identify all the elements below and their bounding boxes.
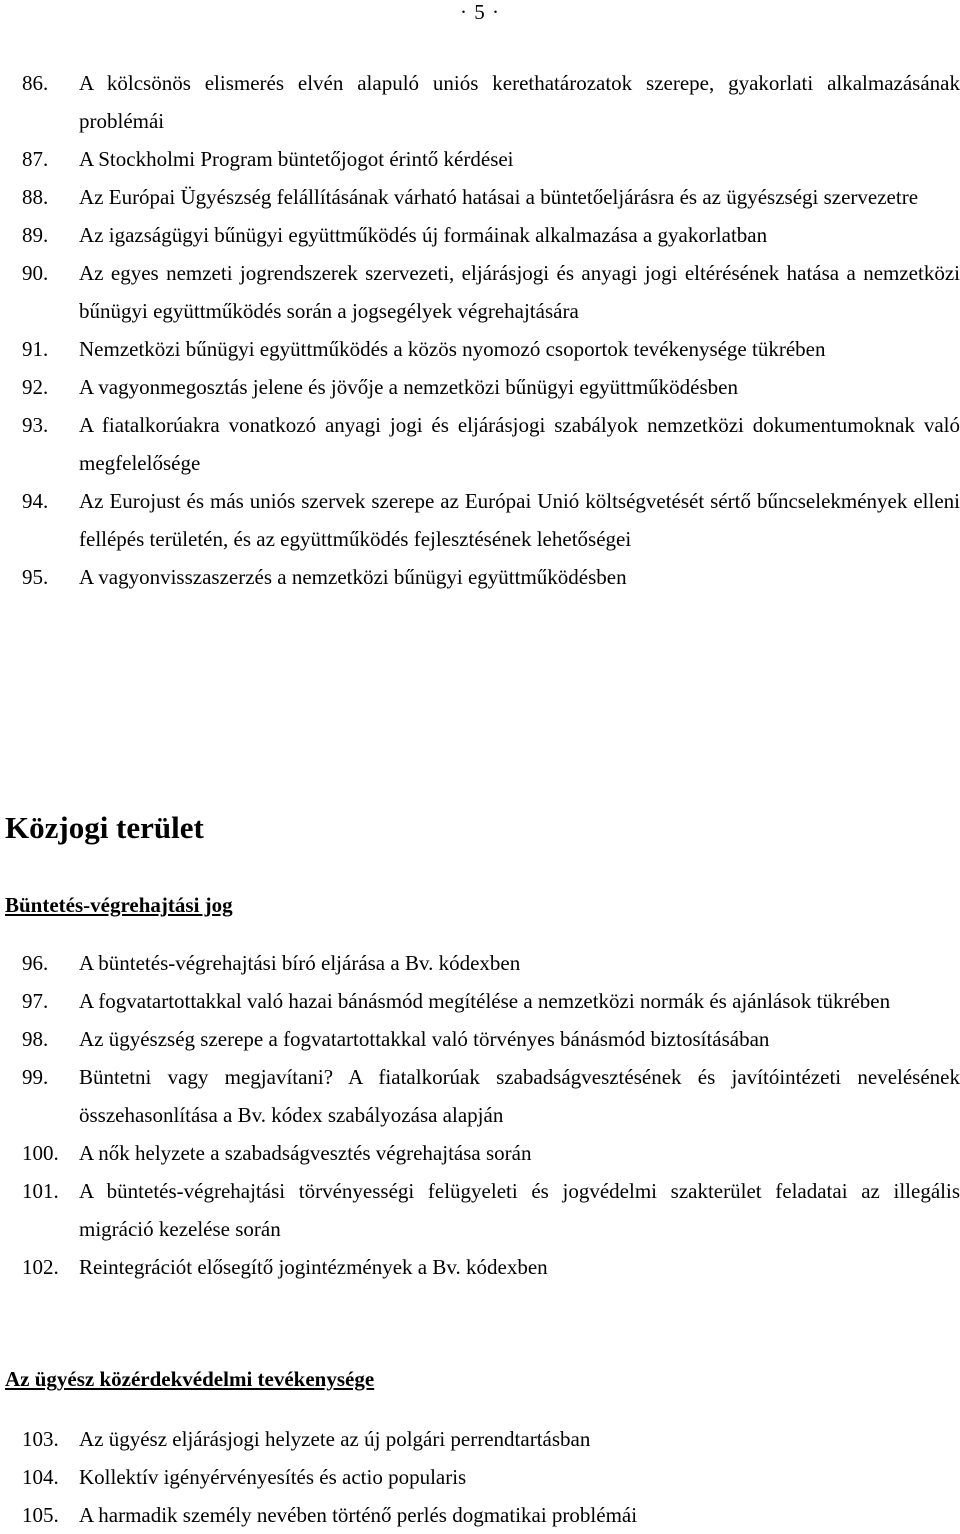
item-text: A kölcsönös elismerés elvén alapuló uniós kerethatározatok szerepe, gyakorlati alkalmazásának problémái [79, 71, 960, 133]
item-text: A nők helyzete a szabadságvesztés végrehajtása során [79, 1141, 532, 1165]
item-text: A fogvatartottakkal való hazai bánásmód megítélése a nemzetközi normák és ajánlások tükrében [79, 989, 891, 1013]
item-number: 102. [22, 1255, 59, 1279]
list-item [0, 1134, 960, 1172]
item-text: A harmadik személy nevében történő perlés dogmatikai problémái [79, 1503, 638, 1527]
item-text: Nemzetközi bűnügyi együttműködés a közös nyomozó csoportok tevékenysége tükrében [79, 337, 826, 361]
item-number: 103. [22, 1427, 59, 1451]
item-number: 99. [22, 1065, 49, 1089]
item-text: A Stockholmi Program büntetőjogot érintő kérdései [79, 147, 514, 171]
list-item [0, 330, 960, 368]
list-item [0, 140, 960, 178]
list-item [0, 1458, 960, 1496]
item-number: 86. [22, 71, 49, 95]
item-text: Az ügyész eljárásjogi helyzete az új polgári perrendtartásban [79, 1427, 591, 1451]
list-item [0, 406, 960, 482]
item-text: A büntetés-végrehajtási törvényességi felügyeleti és jogvédelmi szakterület feladatai az illegális migráció kezelése során [79, 1179, 960, 1241]
item-text: A büntetés-végrehajtási bíró eljárása a Bv. kódexben [79, 951, 521, 975]
item-text: Büntetni vagy megjavítani? A fiatalkorúak szabadságvesztésének és javítóintézeti nevelésének összehasonlítása a Bv. kódex szabályozása alapján [79, 1065, 960, 1127]
list-item [0, 1058, 960, 1134]
item-text: Az Európai Ügyészség felállításának várható hatásai a büntetőeljárásra és az ügyészségi szervezetre [79, 185, 919, 209]
item-number: 101. [22, 1179, 59, 1203]
list-item [0, 482, 960, 558]
item-number: 92. [22, 375, 49, 399]
item-text: Az Eurojust és más uniós szervek szerepe az Európai Unió költségvetését sértő bűncselekmények elleni fellépés területén, és az együttműködés fejlesztésének lehetőségei [79, 489, 960, 551]
item-text: A vagyonmegosztás jelene és jövője a nemzetközi bűnügyi együttműködésben [79, 375, 738, 399]
list-item [0, 178, 960, 216]
list-item [0, 558, 960, 596]
list-item [0, 216, 960, 254]
topic-list [0, 944, 960, 1286]
topic-list [0, 64, 960, 596]
item-number: 89. [22, 223, 49, 247]
list-item [0, 982, 960, 1020]
item-text: Az igazságügyi bűnügyi együttműködés új formáinak alkalmazása a gyakorlatban [79, 223, 768, 247]
list-item [0, 1172, 960, 1248]
item-text: Reintegrációt elősegítő jogintézmények a Bv. kódexben [79, 1255, 548, 1279]
list-item [0, 64, 960, 140]
item-number: 96. [22, 951, 49, 975]
item-text: Az egyes nemzeti jogrendszerek szervezeti, eljárásjogi és anyagi jogi eltérésének hatása a nemzetközi bűnügyi együttműködés során a jogsegélyek végrehajtására [79, 261, 960, 323]
item-text: A vagyonvisszaszerzés a nemzetközi bűnügyi együttműködésben [79, 565, 627, 589]
topic-list [0, 1420, 960, 1534]
section-title: Közjogi terület [5, 810, 204, 845]
item-number: 95. [22, 565, 49, 589]
item-text: Az ügyészség szerepe a fogvatartottakkal való törvényes bánásmód biztosításában [79, 1027, 770, 1051]
item-number: 98. [22, 1027, 49, 1051]
item-number: 87. [22, 147, 49, 171]
list-item [0, 1420, 960, 1458]
list-item [0, 1020, 960, 1058]
item-number: 90. [22, 261, 49, 285]
item-text: Kollektív igényérvényesítés és actio popularis [79, 1465, 467, 1489]
item-number: 100. [22, 1141, 59, 1165]
item-number: 88. [22, 185, 49, 209]
item-number: 105. [22, 1503, 59, 1527]
item-number: 94. [22, 489, 49, 513]
list-item [0, 368, 960, 406]
list-item [0, 1496, 960, 1534]
subsection-title: Büntetés-végrehajtási jog [5, 893, 233, 917]
item-number: 91. [22, 337, 49, 361]
item-number: 93. [22, 413, 49, 437]
list-item [0, 1248, 960, 1286]
item-text: A fiatalkorúakra vonatkozó anyagi jogi és eljárásjogi szabályok nemzetközi dokumentumoknak való megfelelősége [79, 413, 960, 475]
list-item [0, 944, 960, 982]
page-number: · 5 · [460, 0, 500, 24]
list-item [0, 254, 960, 330]
item-number: 104. [22, 1465, 59, 1489]
item-number: 97. [22, 989, 49, 1013]
subsection-title: Az ügyész közérdekvédelmi tevékenysége [5, 1367, 375, 1391]
